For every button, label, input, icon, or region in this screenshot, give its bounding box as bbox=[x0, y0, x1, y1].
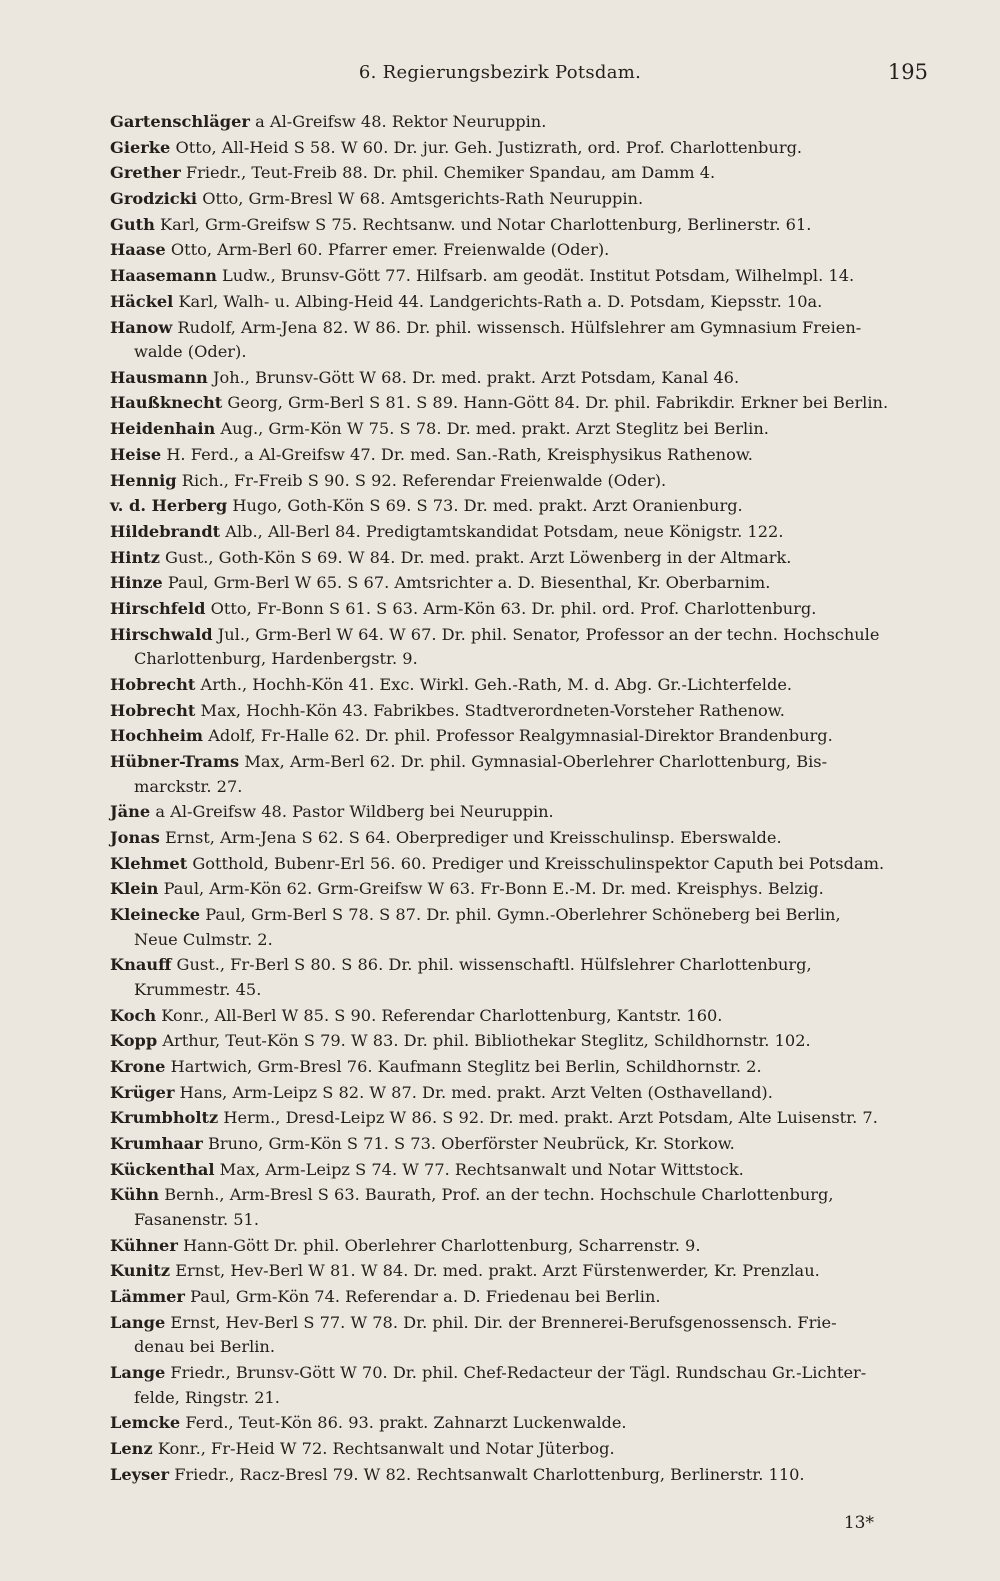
entry-name: Kleinecke bbox=[110, 905, 201, 925]
entry-name: Hobrecht bbox=[110, 674, 196, 694]
list-item bbox=[110, 1437, 936, 1462]
entry-name: Gierke bbox=[110, 137, 171, 157]
list-item bbox=[110, 1132, 936, 1157]
entry-name: Lenz bbox=[110, 1439, 153, 1458]
entry-details: Arth., Hochh-Kön 41. Exc. Wirkl. Geh.-Rath, M. d. Abg. Gr.-Lichterfelde. bbox=[200, 674, 793, 694]
entry-name: Gartenschläger bbox=[110, 112, 250, 131]
list-item bbox=[110, 136, 936, 161]
entry-details: Friedr., Brunsv-Gött W 70. Dr. phil. Chef-Redacteur der Tägl. Rundschau Gr.-Lichter- bbox=[170, 1363, 867, 1383]
entry-details: Rich., Fr-Freib S 90. S 92. Referendar Freienwalde (Oder). bbox=[181, 470, 667, 490]
list-item bbox=[110, 1234, 936, 1259]
entry-details: Hugo, Goth-Kön S 69. S 73. Dr. med. prakt. Arzt Oranienburg. bbox=[232, 496, 743, 516]
entry-name: Kunitz bbox=[110, 1261, 171, 1281]
entry-name: Klehmet bbox=[110, 853, 188, 873]
entry-name: Hildebrandt bbox=[110, 521, 221, 541]
list-item bbox=[110, 953, 936, 1002]
entry-details: Otto, Fr-Bonn S 61. S 63. Arm-Kön 63. Dr. phil. ord. Prof. Charlottenburg. bbox=[210, 598, 817, 618]
entry-continuation: walde (Oder). bbox=[134, 342, 247, 362]
entry-name: Knauff bbox=[110, 955, 172, 975]
entry-details: Friedr., Racz-Bresl 79. W 82. Rechtsanwalt Charlottenburg, Berlinerstr. 110. bbox=[174, 1464, 805, 1484]
list-item bbox=[110, 520, 936, 545]
entry-details: Paul, Arm-Kön 62. Grm-Greifsw W 63. Fr-Bonn E.-M. Dr. med. Kreisphys. Belzig. bbox=[163, 879, 824, 899]
entry-details: Max, Hochh-Kön 43. Fabrikbes. Stadtverordneten-Vorsteher Rathenow. bbox=[200, 700, 785, 720]
entry-name: Klein bbox=[110, 879, 159, 899]
entry-name: Hinze bbox=[110, 573, 163, 593]
entry-details: Paul, Grm-Berl W 65. S 67. Amtsrichter a. D. Biesenthal, Kr. Oberbarnim. bbox=[167, 573, 771, 593]
entry-name: Kopp bbox=[110, 1031, 158, 1051]
list-item bbox=[110, 826, 936, 851]
entry-details: Otto, Arm-Berl 60. Pfarrer emer. Freienwalde (Oder). bbox=[170, 240, 610, 260]
entry-details: Ernst, Arm-Jena S 62. S 64. Oberprediger und Kreisschulinsp. Eberswalde. bbox=[164, 827, 782, 847]
entry-name: Heise bbox=[110, 444, 162, 464]
entry-continuation: Charlottenburg, Hardenbergstr. 9. bbox=[134, 649, 418, 669]
entry-details: Otto, Grm-Bresl W 68. Amtsgerichts-Rath Neuruppin. bbox=[202, 189, 644, 209]
entry-name: v. d. Herberg bbox=[110, 496, 228, 516]
entry-details: a Al-Greifsw 48. Rektor Neuruppin. bbox=[255, 112, 547, 131]
list-item bbox=[110, 391, 936, 416]
entry-details: Bernh., Arm-Bresl S 63. Baurath, Prof. an der techn. Hochschule Charlottenburg, bbox=[164, 1185, 834, 1205]
entry-details: Ernst, Hev-Berl W 81. W 84. Dr. med. prakt. Arzt Fürstenwerder, Kr. Prenzlau. bbox=[175, 1261, 820, 1281]
entry-name: Hennig bbox=[110, 470, 177, 490]
entry-details: Ferd., Teut-Kön 86. 93. prakt. Zahnarzt Luckenwalde. bbox=[185, 1413, 627, 1433]
list-item bbox=[110, 623, 936, 672]
entry-name: Lemcke bbox=[110, 1413, 181, 1433]
entry-name: Heidenhain bbox=[110, 419, 216, 439]
entry-name: Hübner-Trams bbox=[110, 752, 240, 771]
entry-name: Krumhaar bbox=[110, 1134, 203, 1154]
list-item bbox=[110, 1259, 936, 1284]
entry-details: Gotthold, Bubenr-Erl 56. 60. Prediger und Kreisschulinspektor Caputh bei Potsdam. bbox=[192, 853, 885, 873]
entry-name: Häckel bbox=[110, 291, 174, 311]
entry-details: Joh., Brunsv-Gött W 68. Dr. med. prakt. Arzt Potsdam, Kanal 46. bbox=[212, 367, 740, 387]
list-item bbox=[110, 264, 936, 289]
list-item bbox=[110, 1004, 936, 1029]
list-item bbox=[110, 1158, 936, 1183]
entry-continuation: Krummestr. 45. bbox=[134, 979, 262, 999]
list-item bbox=[110, 852, 936, 877]
entry-details: Hartwich, Grm-Bresl 76. Kaufmann Steglitz bei Berlin, Schildhornstr. 2. bbox=[170, 1056, 762, 1076]
entry-details: Bruno, Grm-Kön S 71. S 73. Oberförster Neubrück, Kr. Storkow. bbox=[207, 1134, 735, 1154]
entry-details: Rudolf, Arm-Jena 82. W 86. Dr. phil. wissensch. Hülfslehrer am Gymnasium Freien- bbox=[177, 317, 862, 337]
list-item bbox=[110, 1463, 936, 1488]
entry-name: Leyser bbox=[110, 1464, 170, 1484]
entry-details: Gust., Fr-Berl S 80. S 86. Dr. phil. wissenschaftl. Hülfslehrer Charlottenburg, bbox=[176, 955, 812, 975]
list-item bbox=[110, 469, 936, 494]
entry-name: Kühn bbox=[110, 1185, 160, 1205]
list-item bbox=[110, 238, 936, 263]
entry-details: Hans, Arm-Leipz S 82. W 87. Dr. med. prakt. Arzt Velten (Osthavelland). bbox=[179, 1082, 773, 1102]
entry-details: Jul., Grm-Berl W 64. W 67. Dr. phil. Senator, Professor an der techn. Hochschule bbox=[217, 624, 880, 644]
entry-details: Otto, All-Heid S 58. W 60. Dr. jur. Geh. Justizrath, ord. Prof. Charlottenburg. bbox=[175, 137, 803, 157]
running-title: 6. Regierungsbezirk Potsdam. bbox=[358, 62, 642, 83]
list-item bbox=[110, 366, 936, 391]
entry-details: Herm., Dresd-Leipz W 86. S 92. Dr. med. prakt. Arzt Potsdam, Alte Luisenstr. 7. bbox=[223, 1108, 878, 1128]
entry-name: Hintz bbox=[110, 547, 160, 567]
entry-details: Alb., All-Berl 84. Predigtamtskandidat Potsdam, neue Königstr. 122. bbox=[225, 521, 784, 541]
entry-details: Arthur, Teut-Kön S 79. W 83. Dr. phil. Bibliothekar Steglitz, Schildhornstr. 102. bbox=[162, 1031, 811, 1051]
entry-details: Georg, Grm-Berl S 81. S 89. Hann-Gött 84. Dr. phil. Fabrikdir. Erkner bei Berlin. bbox=[227, 393, 889, 413]
list-item bbox=[110, 213, 936, 238]
list-item bbox=[110, 316, 936, 365]
list-item bbox=[110, 1311, 936, 1360]
entry-details: Adolf, Fr-Halle 62. Dr. phil. Professor Realgymnasial-Direktor Brandenburg. bbox=[208, 726, 833, 746]
entry-continuation: felde, Ringstr. 21. bbox=[134, 1387, 280, 1407]
entry-details: Ernst, Hev-Berl S 77. W 78. Dr. phil. Dir. der Brennerei-Berufsgenossensch. Frie- bbox=[170, 1312, 837, 1332]
entry-name: Hanow bbox=[110, 317, 173, 337]
entry-details: Gust., Goth-Kön S 69. W 84. Dr. med. prakt. Arzt Löwenberg in der Altmark. bbox=[165, 547, 792, 567]
entry-name: Hochheim bbox=[110, 726, 204, 746]
list-item bbox=[110, 903, 936, 952]
entry-details: a Al-Greifsw 48. Pastor Wildberg bei Neuruppin. bbox=[155, 802, 554, 822]
entry-name: Krüger bbox=[110, 1082, 175, 1102]
entry-details: Konr., All-Berl W 85. S 90. Referendar Charlottenburg, Kantstr. 160. bbox=[161, 1005, 723, 1025]
entry-name: Kückenthal bbox=[110, 1159, 215, 1179]
entry-name: Grether bbox=[110, 163, 181, 183]
list-item bbox=[110, 673, 936, 698]
entry-name: Jäne bbox=[110, 802, 151, 822]
list-item bbox=[110, 1183, 936, 1232]
list-item bbox=[110, 546, 936, 571]
entry-details: Paul, Grm-Berl S 78. S 87. Dr. phil. Gymn.-Oberlehrer Schöneberg bei Berlin, bbox=[205, 905, 841, 925]
entry-continuation: denau bei Berlin. bbox=[134, 1337, 275, 1357]
list-item bbox=[110, 494, 936, 519]
entry-name: Haase bbox=[110, 240, 166, 260]
entry-details: Ludw., Brunsv-Gött 77. Hilfsarb. am geodät. Institut Potsdam, Wilhelmpl. 14. bbox=[222, 266, 855, 286]
list-item bbox=[110, 1411, 936, 1436]
entry-continuation: Neue Culmstr. 2. bbox=[134, 929, 273, 949]
entry-name: Lange bbox=[110, 1363, 166, 1383]
entry-name: Krone bbox=[110, 1056, 166, 1076]
entry-details: Max, Arm-Berl 62. Dr. phil. Gymnasial-Oberlehrer Charlottenburg, Bis- bbox=[244, 752, 828, 771]
list-item bbox=[110, 443, 936, 468]
list-item bbox=[110, 1361, 936, 1410]
list-item bbox=[110, 290, 936, 315]
entry-name: Hirschwald bbox=[110, 624, 213, 644]
entry-name: Krumbholtz bbox=[110, 1108, 219, 1128]
entry-details: Karl, Walh- u. Albing-Heid 44. Landgerichts-Rath a. D. Potsdam, Kiepsstr. 10a. bbox=[178, 291, 823, 311]
entry-name: Hirschfeld bbox=[110, 598, 206, 618]
entry-name: Koch bbox=[110, 1005, 157, 1025]
list-item bbox=[110, 1285, 936, 1310]
entry-name: Lämmer bbox=[110, 1287, 185, 1307]
list-item bbox=[110, 187, 936, 212]
list-item bbox=[110, 1029, 936, 1054]
entry-name: Haußknecht bbox=[110, 393, 223, 413]
entry-details: Konr., Fr-Heid W 72. Rechtsanwalt und Notar Jüterbog. bbox=[157, 1439, 615, 1458]
list-item bbox=[110, 699, 936, 724]
entry-list bbox=[110, 110, 936, 1488]
list-item bbox=[110, 877, 936, 902]
entry-continuation: marckstr. 27. bbox=[134, 776, 243, 796]
list-item bbox=[110, 597, 936, 622]
list-item bbox=[110, 571, 936, 596]
entry-name: Hobrecht bbox=[110, 700, 196, 720]
list-item bbox=[110, 161, 936, 186]
entry-name: Haasemann bbox=[110, 266, 217, 286]
entry-continuation: Fasanenstr. 51. bbox=[134, 1210, 259, 1229]
entry-name: Kühner bbox=[110, 1235, 178, 1255]
page-header bbox=[0, 60, 1000, 90]
list-item bbox=[110, 750, 936, 799]
list-item bbox=[110, 724, 936, 749]
list-item bbox=[110, 800, 936, 825]
entry-details: Hann-Gött Dr. phil. Oberlehrer Charlottenburg, Scharrenstr. 9. bbox=[183, 1235, 701, 1255]
entry-details: Paul, Grm-Kön 74. Referendar a. D. Friedenau bei Berlin. bbox=[190, 1287, 661, 1307]
entry-name: Lange bbox=[110, 1312, 166, 1332]
entry-details: H. Ferd., a Al-Greifsw 47. Dr. med. San.-Rath, Kreisphysikus Rathenow. bbox=[166, 444, 753, 464]
entry-name: Grodzicki bbox=[110, 189, 198, 209]
list-item bbox=[110, 1106, 936, 1131]
list-item bbox=[110, 110, 936, 135]
list-item bbox=[110, 1055, 936, 1080]
entry-details: Friedr., Teut-Freib 88. Dr. phil. Chemiker Spandau, am Damm 4. bbox=[185, 163, 716, 183]
page-number: 195 bbox=[887, 60, 928, 84]
entry-name: Hausmann bbox=[110, 367, 208, 387]
entry-name: Guth bbox=[110, 214, 155, 234]
list-item bbox=[110, 1081, 936, 1106]
sheet-signature: 13* bbox=[843, 1513, 874, 1533]
entry-details: Max, Arm-Leipz S 74. W 77. Rechtsanwalt und Notar Wittstock. bbox=[219, 1159, 744, 1179]
list-item bbox=[110, 417, 936, 442]
entry-details: Karl, Grm-Greifsw S 75. Rechtsanw. und Notar Charlottenburg, Berlinerstr. 61. bbox=[160, 214, 812, 234]
entry-details: Aug., Grm-Kön W 75. S 78. Dr. med. prakt. Arzt Steglitz bei Berlin. bbox=[220, 419, 769, 439]
entry-name: Jonas bbox=[110, 827, 160, 847]
